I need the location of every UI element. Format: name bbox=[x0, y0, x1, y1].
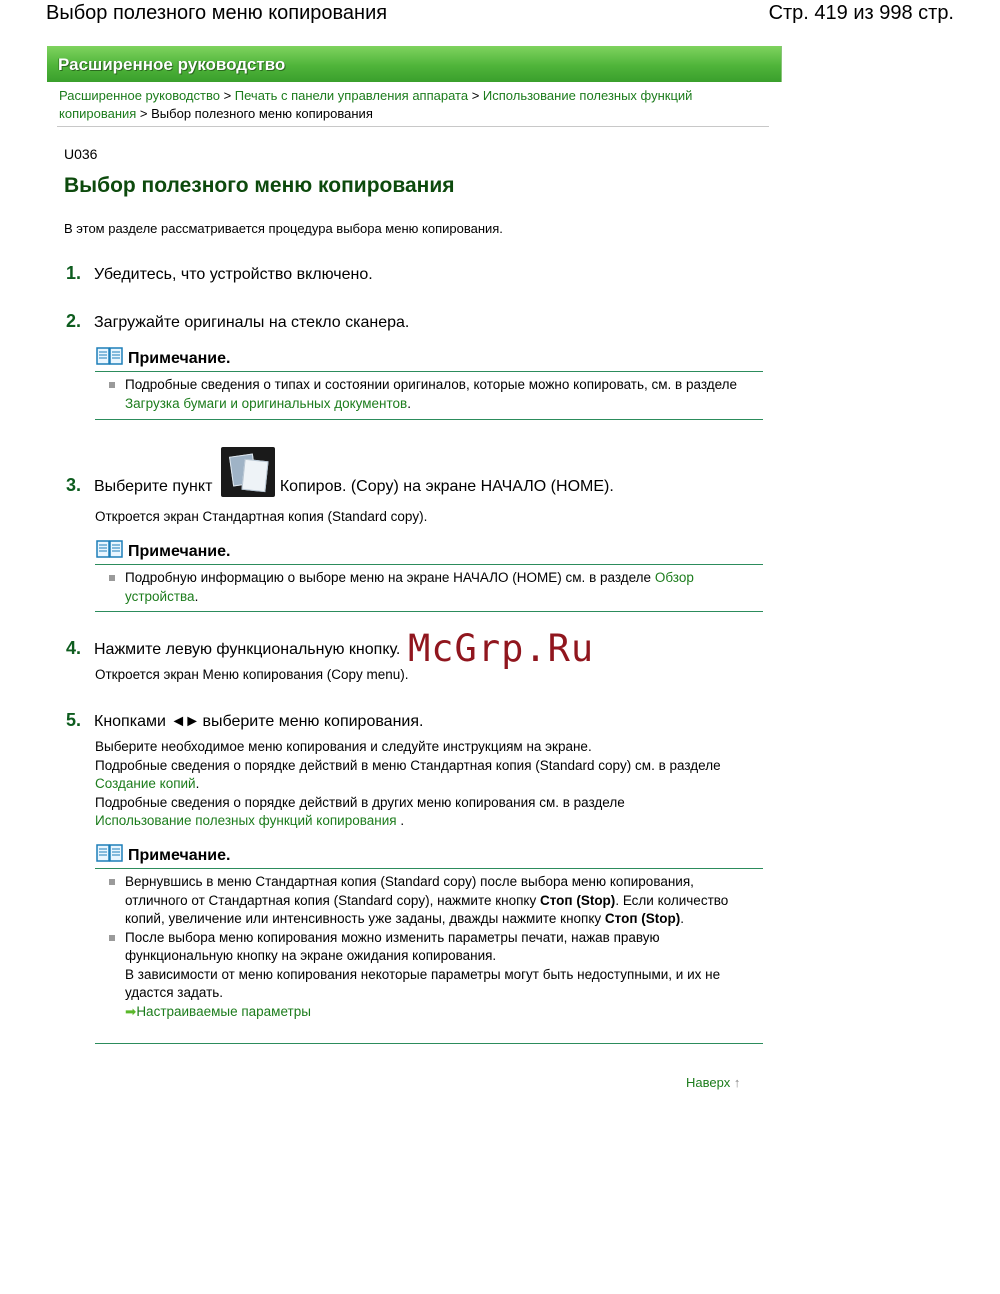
arrow-up-icon: ↑ bbox=[733, 1075, 741, 1090]
note-title: Примечание. bbox=[128, 350, 231, 367]
banner-label: Расширенное руководство bbox=[58, 55, 286, 74]
step-3 bbox=[66, 447, 614, 497]
step-number: 1. bbox=[66, 263, 82, 283]
step-number: 4. bbox=[66, 638, 82, 658]
step-text-after: выберите меню копирования. bbox=[202, 713, 424, 730]
note-heading bbox=[96, 346, 230, 371]
step-4 bbox=[66, 638, 400, 659]
step-text: Кнопками bbox=[94, 713, 166, 730]
step-text: Выберите пункт bbox=[94, 478, 213, 495]
back-to-top[interactable] bbox=[686, 1075, 740, 1090]
doc-code: U036 bbox=[64, 146, 98, 162]
stop-button-label: Стоп (Stop) bbox=[539, 892, 616, 908]
link-device-overview[interactable]: Обзор устройства bbox=[125, 570, 694, 604]
stop-button-label: Стоп (Stop) bbox=[604, 911, 681, 926]
step-2 bbox=[66, 311, 409, 332]
page-counter: Стр. 419 из 998 стр. bbox=[768, 2, 954, 24]
step-number: 5. bbox=[66, 710, 82, 730]
left-right-arrows-icon: ◄► bbox=[170, 713, 199, 730]
book-icon bbox=[96, 539, 123, 564]
breadcrumb-divider bbox=[57, 126, 769, 127]
note-list bbox=[108, 376, 748, 413]
step-5-desc: Выберите необходимое меню копирования и следуйте инструкциям на экране. Подробные сведения о порядке действий в меню Стандартная копия (Standard copy) см. в разделе Создание копий. Подробные сведения о порядке действий в других меню копирования см. в разделе Использование полезных функций копирования . bbox=[95, 739, 721, 828]
note-divider bbox=[95, 868, 763, 869]
guide-banner bbox=[47, 46, 782, 82]
page-header-title: Выбор полезного меню копирования bbox=[46, 2, 388, 24]
note-divider bbox=[95, 371, 763, 372]
note-list bbox=[108, 569, 748, 606]
breadcrumb-separator: > bbox=[139, 106, 148, 121]
step-text: Загружайте оригиналы на стекло сканера. bbox=[94, 314, 410, 331]
breadcrumb-current: Выбор полезного меню копирования bbox=[151, 106, 373, 121]
breadcrumb-separator: > bbox=[223, 88, 232, 103]
note-divider bbox=[95, 419, 763, 420]
page-header bbox=[46, 2, 954, 26]
note-divider bbox=[95, 564, 763, 565]
step-text-after: Копиров. (Copy) на экране НАЧАЛО (HOME). bbox=[279, 478, 614, 495]
book-icon bbox=[96, 346, 123, 371]
breadcrumb-link-guide[interactable]: Расширенное руководство bbox=[59, 88, 220, 103]
note-divider bbox=[95, 1043, 763, 1044]
book-icon bbox=[96, 843, 123, 868]
breadcrumb-link-useful-copy[interactable]: Использование полезных функций копирования bbox=[59, 88, 693, 121]
step-1 bbox=[66, 263, 373, 284]
step-text: Нажмите левую функциональную кнопку. bbox=[94, 641, 401, 658]
breadcrumb bbox=[59, 87, 769, 123]
breadcrumb-separator: > bbox=[471, 88, 480, 103]
note-item: После выбора меню копирования можно изменить параметры печати, нажав правую функциональную кнопку на экране ожидания копирования. В зависимости от меню копирования некоторые параметры могут быть недоступными, и их не удастся задать. ➡Настраиваемые параметры bbox=[108, 929, 748, 1022]
page-title: Выбор полезного меню копирования bbox=[64, 174, 455, 197]
note-list bbox=[108, 873, 748, 1021]
step-number: 2. bbox=[66, 311, 82, 331]
note-title: Примечание. bbox=[128, 543, 231, 560]
note-item: Подробную информацию о выборе меню на экране НАЧАЛО (HOME) см. в разделе Обзор устройства. bbox=[108, 569, 748, 606]
step-text: Убедитесь, что устройство включено. bbox=[94, 266, 373, 283]
link-making-copies[interactable]: Создание копий bbox=[95, 776, 196, 791]
link-settable-items[interactable]: Настраиваемые параметры bbox=[136, 1003, 311, 1019]
link-useful-copy-functions[interactable]: Использование полезных функций копирования bbox=[95, 813, 397, 828]
step-number: 3. bbox=[66, 475, 82, 495]
note-heading bbox=[96, 539, 230, 564]
step-3-desc: Откроется экран Стандартная копия (Standard copy). bbox=[95, 509, 428, 524]
link-load-paper[interactable]: Загрузка бумаги и оригинальных документов bbox=[125, 395, 408, 411]
note-title: Примечание. bbox=[128, 847, 231, 864]
note-divider bbox=[95, 611, 763, 612]
breadcrumb-link-panel-print[interactable]: Печать с панели управления аппарата bbox=[234, 88, 469, 103]
intro-text: В этом разделе рассматривается процедура выбора меню копирования. bbox=[64, 221, 503, 236]
back-to-top-link[interactable]: Наверх bbox=[686, 1075, 731, 1090]
note-heading bbox=[96, 843, 230, 868]
note-item: Подробные сведения о типах и состоянии оригиналов, которые можно копировать, см. в разделе Загрузка бумаги и оригинальных документов. bbox=[108, 376, 748, 413]
step-4-desc: Откроется экран Меню копирования (Copy menu). bbox=[95, 667, 409, 682]
note-item: Вернувшись в меню Стандартная копия (Standard copy) после выбора меню копирования, отличного от Стандартная копия (Standard copy), нажмите кнопку Стоп (Stop). Если количество копий, увеличение или интенсивность уже заданы, дважды нажмите кнопку Стоп (Stop). bbox=[108, 873, 748, 929]
copy-menu-icon bbox=[221, 447, 275, 497]
step-5 bbox=[66, 710, 423, 731]
arrow-right-icon: ➡ bbox=[125, 1003, 137, 1019]
watermark: McGrp.Ru bbox=[408, 627, 595, 670]
